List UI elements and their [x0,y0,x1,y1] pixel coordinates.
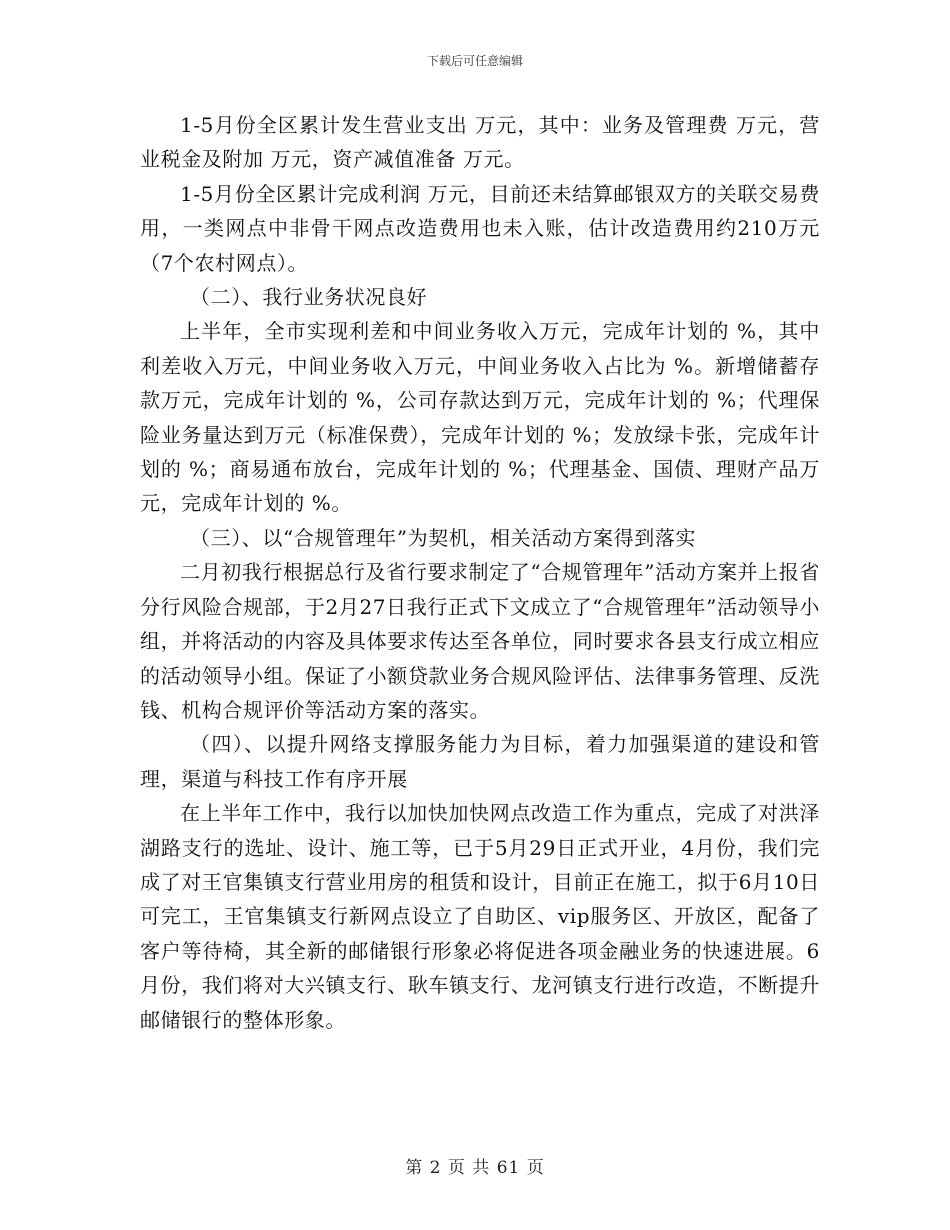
paragraph-network: 在上半年工作中，我行以加快加快网点改造工作为重点，完成了对洪泽湖路支行的选址、设计、施工等，已于5月29日正式开业，4月份，我们完成了对王官集镇支行营业用房的租赁和设计，目前正在施工，拟于6月10日可完工，王官集镇支行新网点设立了自助区、vip服务区、开放区，配备了客户等待椅，其全新的邮储银行形象必将促进各项金融业务的快速进展。6月份，我们将对大兴镇支行、耿车镇支行、龙河镇支行进行改造，不断提升邮储银行的整体形象。 [140,801,820,1032]
paragraph-expenses: 1-5月份全区累计发生营业支出 万元，其中：业务及管理费 万元，营业税金及附加 万元，资产减值准备 万元。 [140,113,820,172]
page-header-note: 下载后可任意编辑 [426,54,523,68]
paragraph-business-status: 上半年，全市实现利差和中间业务收入万元，完成年计划的 %，其中利差收入万元，中间业务收入万元，中间业务收入占比为 %。新增储蓄存款万元，完成年计划的 %，公司存款达到万元，完成年计划的 %；代理保险业务量达到万元（标准保费），完成年计划的 %；发放绿卡张，完成年计划的 %；商易通布放台，完成年计划的 %；代理基金、国债、理财产品万元，完成年计划的 %。 [140,319,820,516]
paragraph-compliance: 二月初我行根据总行及省行要求制定了“合规管理年”活动方案并上报省分行风险合规部，于2月27日我行正式下文成立了“合规管理年”活动领导小组，并将活动的内容及具体要求传达至各单位，同时要求各县支行成立相应的活动领导小组。保证了小额贷款业务合规风险评估、法律事务管理、反洗钱、机构合规评价等活动方案的落实。 [140,560,820,722]
section-heading-4: （四）、以提升网络支撑服务能力为目标，着力加强渠道的建设和管理，渠道与科技工作有序开展 [140,732,820,791]
section-heading-3: （三）、以“合规管理年”为契机，相关活动方案得到落实 [190,525,697,550]
section-heading-2: （二）、我行业务状况良好 [190,285,428,310]
paragraph-profit: 1-5月份全区累计完成利润 万元，目前还未结算邮银双方的关联交易费用，一类网点中非骨干网点改造费用也未入账，估计改造费用约210万元（7个农村网点）。 [140,181,820,275]
document-body [140,108,820,1037]
page-number-footer: 第 2 页 共 61 页 [405,1158,545,1178]
